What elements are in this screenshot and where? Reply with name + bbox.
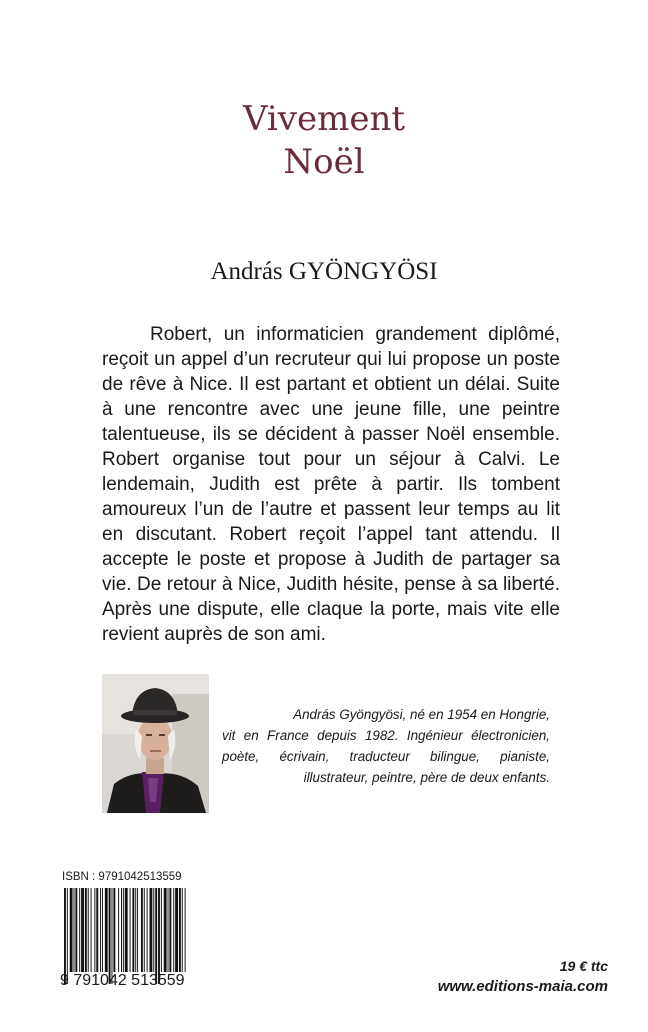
barcode-bar (109, 888, 111, 984)
barcode-bar (102, 888, 103, 972)
barcode-bar (64, 888, 66, 984)
barcode-digits: 9 791042 513559 (60, 972, 185, 989)
barcode-bar (91, 888, 92, 972)
barcode-bar (173, 888, 174, 972)
publisher-website: www.editions-maia.com (437, 978, 608, 995)
bio-text: vit en France depuis 1982. Ingénieur électronicien, poète, écrivain, traducteur bilingue, pianiste, illustrateur, peintre, père de deux enfants. (222, 728, 550, 785)
barcode-bar (153, 888, 154, 972)
barcode-bar (79, 888, 80, 972)
barcode-bar (185, 888, 186, 972)
barcode-bar (88, 888, 89, 972)
barcode-bar (141, 888, 143, 972)
barcode-bar (96, 888, 98, 972)
barcode-bar (113, 888, 115, 972)
barcode-bar (75, 888, 77, 972)
barcode-bar (179, 888, 181, 972)
barcode-bar (94, 888, 95, 972)
author-portrait-image (102, 674, 209, 813)
author-name: András GYÖNGYÖSI (210, 258, 438, 285)
barcode-bar (118, 888, 119, 972)
barcode-bar (121, 888, 122, 972)
book-title-line2: Noël (283, 142, 365, 182)
barcode-bar (158, 888, 160, 984)
barcode-bar (161, 888, 162, 972)
barcode-bar (182, 888, 183, 972)
barcode-bar (85, 888, 87, 972)
barcode-bar (144, 888, 145, 972)
bio-line1: András Gyöngyösi, né en 1954 en Hongrie, (293, 707, 550, 722)
barcode-bar (168, 888, 169, 972)
barcode-bar (100, 888, 101, 972)
barcode-bar (137, 888, 138, 972)
barcode-bar (135, 888, 136, 972)
barcode-bar (74, 888, 75, 972)
barcode-bar (125, 888, 128, 972)
barcode-bar (123, 888, 124, 972)
barcode-bar (147, 888, 148, 972)
barcode-bar (112, 888, 113, 984)
barcode-bar (105, 888, 108, 972)
barcode-bar (169, 888, 171, 972)
author-photo (102, 674, 209, 813)
barcode-bar (175, 888, 178, 972)
barcode-bar (150, 888, 153, 972)
barcode-bar (81, 888, 84, 972)
author-biography (222, 704, 550, 788)
book-title-line1: Vivement (242, 99, 406, 139)
price: 19 € ttc (559, 958, 608, 974)
barcode-bar (155, 888, 157, 984)
book-summary: Robert, un informaticien grandement diplômé, reçoit un appel d’un recruteur qui lui propose un poste de rêve à Nice. Il est partant et obtient un délai. Suite à une rencontre avec une jeune fille, une peintre talentueuse, ils se décident à passer Noël ensemble. Robert organise tout pour un séjour à Calvi. Le lendemain, Judith est prête à partir. Ils tombent amoureux l’un de l’autre et passent leur temps au lit en discutant. Robert reçoit l’appel tant attendu. Il accepte le poste et propose à Judith de partager sa vie. De retour à Nice, Judith hésite, pense à sa liberté. Après une dispute, elle claque la porte, mais vite elle revient auprès de son ami. (102, 324, 560, 645)
barcode-bar (67, 888, 68, 984)
barcode-bar (132, 888, 134, 972)
barcode-bar (70, 888, 73, 972)
isbn-label: ISBN : 9791042513559 (62, 871, 182, 883)
barcode-bar (130, 888, 131, 972)
barcode-bar (164, 888, 167, 972)
